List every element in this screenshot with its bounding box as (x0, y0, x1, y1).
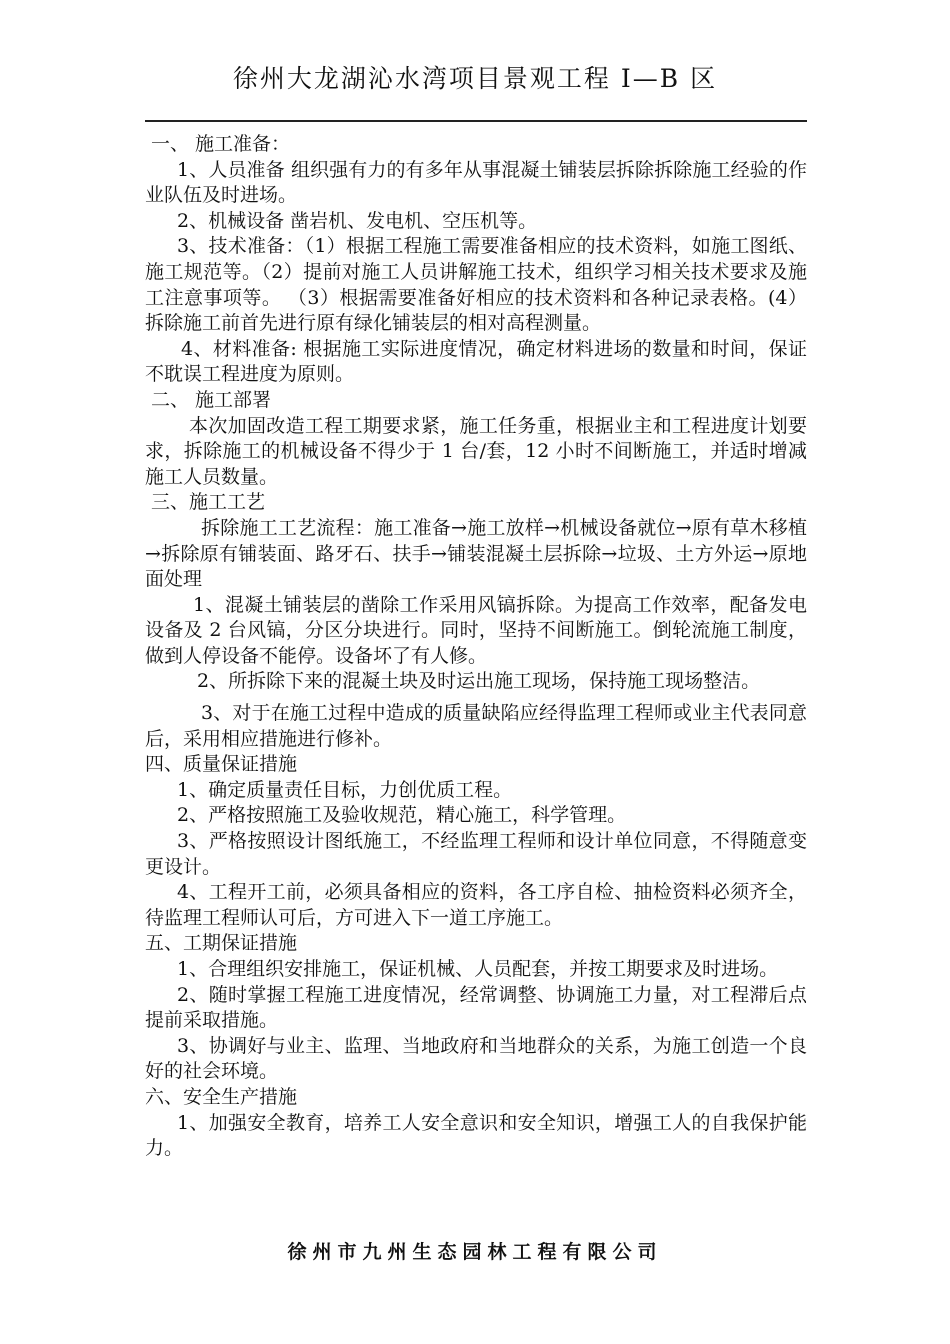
section-heading-deployment: 二、 施工部署 (151, 388, 272, 411)
section-heading-safety: 六、安全生产措施 (145, 1085, 298, 1108)
paragraph-process-1: 1、混凝土铺装层的凿除工作采用风镐拆除。为提高工作效率，配备发电设备及 2 台风镐，分区分块进行。同时，坚持不间断施工。倒轮流施工制度，做到人停设备不能停。设备坏了有人修。 (145, 593, 807, 667)
paragraph-process-flow: 拆除施工工艺流程：施工准备→施工放样→机械设备就位→原有草木移植→拆除原有铺装面、路牙石、扶手→铺装混凝土层拆除→垃圾、土方外运→原地面处理 (145, 516, 807, 591)
footer-company-name: 徐州市九州生态园林工程有限公司 (287, 1241, 663, 1263)
section-heading-schedule: 五、工期保证措施 (145, 932, 298, 955)
paragraph-safety-1: 1、加强安全教育，培养工人安全意识和安全知识，增强工人的自我保护能力。 (145, 1111, 807, 1160)
section-heading-process: 三、施工工艺 (151, 491, 266, 514)
section-heading-preparation: 一、 施工准备： (151, 133, 291, 155)
page-header-title: 徐州大龙湖沁水湾项目景观工程 I—B 区 (232, 64, 718, 93)
paragraph-quality-3: 3、严格按照设计图纸施工，不经监理工程师和设计单位同意，不得随意变更设计。 (145, 830, 807, 878)
paragraph-process-2: 2、所拆除下来的混凝土块及时运出施工现场，保持施工现场整洁。 (197, 670, 761, 693)
paragraph-quality-1: 1、确定质量责任目标，力创优质工程。 (177, 778, 513, 801)
paragraph-quality-2: 2、严格按照施工及验收规范，精心施工，科学管理。 (177, 804, 627, 827)
paragraph-deployment: 本次加固改造工程工期要求紧，施工任务重，根据业主和工程进度计划要求，拆除施工的机械设备不得少于 1 台/套，12 小时不间断施工，并适时增减施工人员数量。 (145, 414, 807, 488)
paragraph-technical: 3、技术准备：（1）根据工程施工需要准备相应的技术资料，如施工图纸、施工规范等。（2）提前对施工人员讲解施工技术，组织学习相关技术要求及施工注意事项等。 （3）根据需要准备好相应的技术资料和各种记录表格。(4）拆除施工前首先进行原有绿化铺装层的相对高程测量。 (145, 235, 807, 335)
header-divider (145, 120, 807, 122)
paragraph-materials: 4、材料准备: 根据施工实际进度情况，确定材料进场的数量和时间，保证不耽误工程进度为原则。 (145, 337, 807, 386)
section-heading-quality: 四、质量保证措施 (145, 753, 298, 776)
paragraph-quality-4: 4、工程开工前，必须具备相应的资料，各工序自检、抽检资料必须齐全，待监理工程师认可后，方可进入下一道工序施工。 (145, 881, 807, 929)
paragraph-schedule-3: 3、协调好与业主、监理、当地政府和当地群众的关系，为施工创造一个良好的社会环境。 (145, 1034, 807, 1083)
paragraph-process-3: 3、对于在施工过程中造成的质量缺陷应经得监理工程师或业主代表同意后，采用相应措施进行修补。 (145, 702, 807, 750)
paragraph-personnel: 1、人员准备 组织强有力的有多年从事混凝土铺装层拆除拆除施工经验的作业队伍及时进场。 (145, 158, 807, 207)
document-body (145, 132, 807, 1162)
paragraph-machinery: 2、机械设备 凿岩机、发电机、空压机等。 (177, 209, 538, 232)
paragraph-schedule-2: 2、随时掌握工程施工进度情况，经常调整、协调施工力量，对工程滞后点提前采取措施。 (145, 983, 807, 1032)
paragraph-schedule-1: 1、合理组织安排施工，保证机械、人员配套，并按工期要求及时进场。 (177, 958, 779, 980)
